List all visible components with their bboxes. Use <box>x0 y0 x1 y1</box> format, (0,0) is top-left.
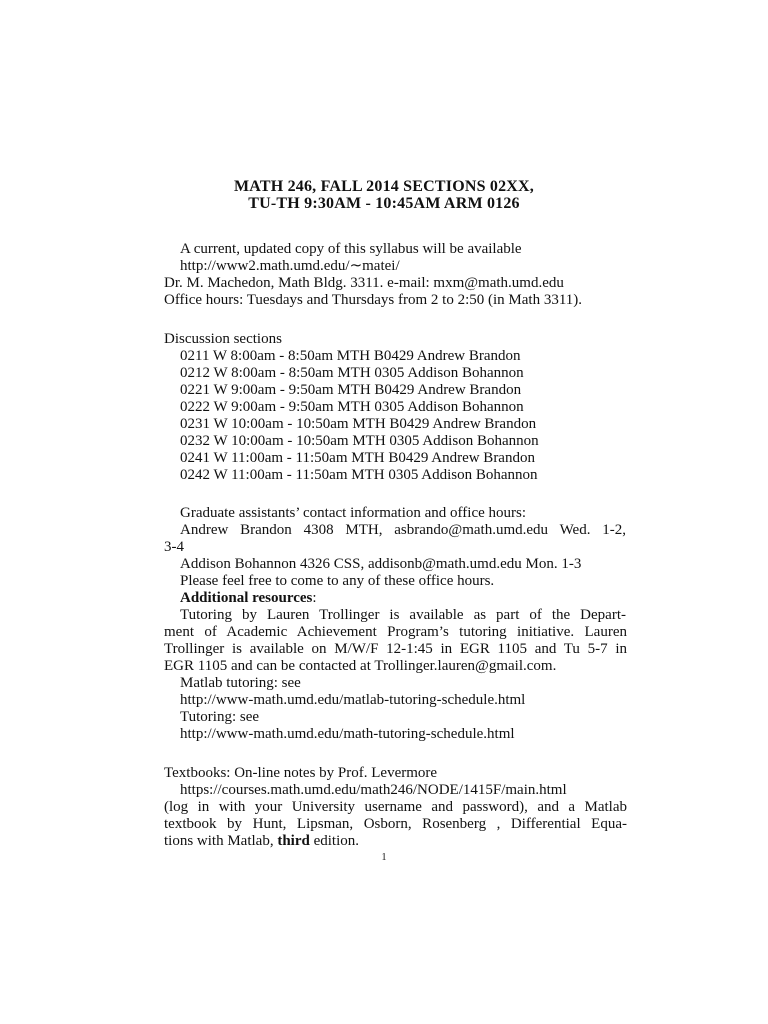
tutoring-url: http://www-math.umd.edu/math-tutoring-schedule.html <box>180 726 515 742</box>
textbooks-line-5-start: tions with Matlab, <box>164 833 278 849</box>
discussion-section-row: 0211 W 8:00am - 8:50am MTH B0429 Andrew Brandon <box>180 348 521 364</box>
discussion-section-row: 0231 W 10:00am - 10:50am MTH B0429 Andrew Brandon <box>180 416 537 432</box>
discussion-section-row: 0221 W 9:00am - 9:50am MTH B0429 Andrew Brandon <box>180 382 522 398</box>
textbooks-line-1: Textbooks: On-line notes by Prof. Levermore <box>164 765 438 781</box>
tutoring-paragraph-line: EGR 1105 and can be contacted at Trollinger.lauren@gmail.com. <box>164 658 557 674</box>
title-line-1: MATH 246, FALL 2014 SECTIONS 02XX, <box>233 178 535 195</box>
discussion-section-row: 0212 W 8:00am - 8:50am MTH 0305 Addison Bohannon <box>180 365 524 381</box>
tutoring-paragraph-line: Tutoring by Lauren Trollinger is available as part of the Depart- <box>180 607 626 623</box>
textbooks-line-3: (log in with your University username and password), and a Matlab <box>164 799 627 815</box>
textbooks-line-5-end: edition. <box>309 833 360 849</box>
office-hours: Office hours: Tuesdays and Thursdays from 2 to 2:50 (in Math 3311). <box>164 292 583 308</box>
discussion-section-row: 0242 W 11:00am - 11:50am MTH 0305 Addison Bohannon <box>180 467 538 483</box>
availability-text: A current, updated copy of this syllabus will be available <box>180 241 522 257</box>
textbooks-line-5 <box>164 833 634 850</box>
instructor-info: Dr. M. Machedon, Math Bldg. 3311. e-mail: mxm@math.umd.edu <box>164 275 564 291</box>
assistant-brandon-line-1: Andrew Brandon 4308 MTH, asbrando@math.umd.edu Wed. 1-2, <box>180 522 626 538</box>
assistant-brandon-line-2: 3-4 <box>164 539 184 555</box>
textbooks-url: https://courses.math.umd.edu/math246/NODE/1415F/main.html <box>180 782 567 798</box>
page-number: 1 <box>381 852 387 863</box>
title-line-2: TU-TH 9:30AM - 10:45AM ARM 0126 <box>248 195 520 212</box>
matlab-tutoring-url: http://www-math.umd.edu/matlab-tutoring-schedule.html <box>180 692 526 708</box>
assistant-bohannon: Addison Bohannon 4326 CSS, addisonb@math.umd.edu Mon. 1-3 <box>180 556 582 572</box>
discussion-heading: Discussion sections <box>164 331 282 347</box>
office-hours-invite: Please feel free to come to any of these office hours. <box>180 573 495 589</box>
resources-heading <box>180 590 650 607</box>
discussion-section-row: 0222 W 9:00am - 9:50am MTH 0305 Addison Bohannon <box>180 399 524 415</box>
textbooks-line-4: textbook by Hunt, Lipsman, Osborn, Rosenberg , Differential Equa- <box>164 816 627 832</box>
matlab-tutoring-label: Matlab tutoring: see <box>180 675 301 691</box>
tutoring-label: Tutoring: see <box>180 709 260 725</box>
assistants-heading: Graduate assistants’ contact information and office hours: <box>180 505 527 521</box>
discussion-section-row: 0232 W 10:00am - 10:50am MTH 0305 Addison Bohannon <box>180 433 539 449</box>
textbooks-edition-bold: third <box>277 833 310 849</box>
tutoring-paragraph-line: ment of Academic Achievement Program’s tutoring initiative. Lauren <box>164 624 627 640</box>
resources-heading-text: Additional resources <box>180 590 313 606</box>
resources-heading-colon: : <box>312 590 317 606</box>
discussion-section-row: 0241 W 11:00am - 11:50am MTH B0429 Andrew Brandon <box>180 450 535 466</box>
syllabus-url: http://www2.math.umd.edu/∼matei/ <box>180 258 400 274</box>
tutoring-paragraph-line: Trollinger is available on M/W/F 12-1:45 in EGR 1105 and Tu 5-7 in <box>164 641 627 657</box>
